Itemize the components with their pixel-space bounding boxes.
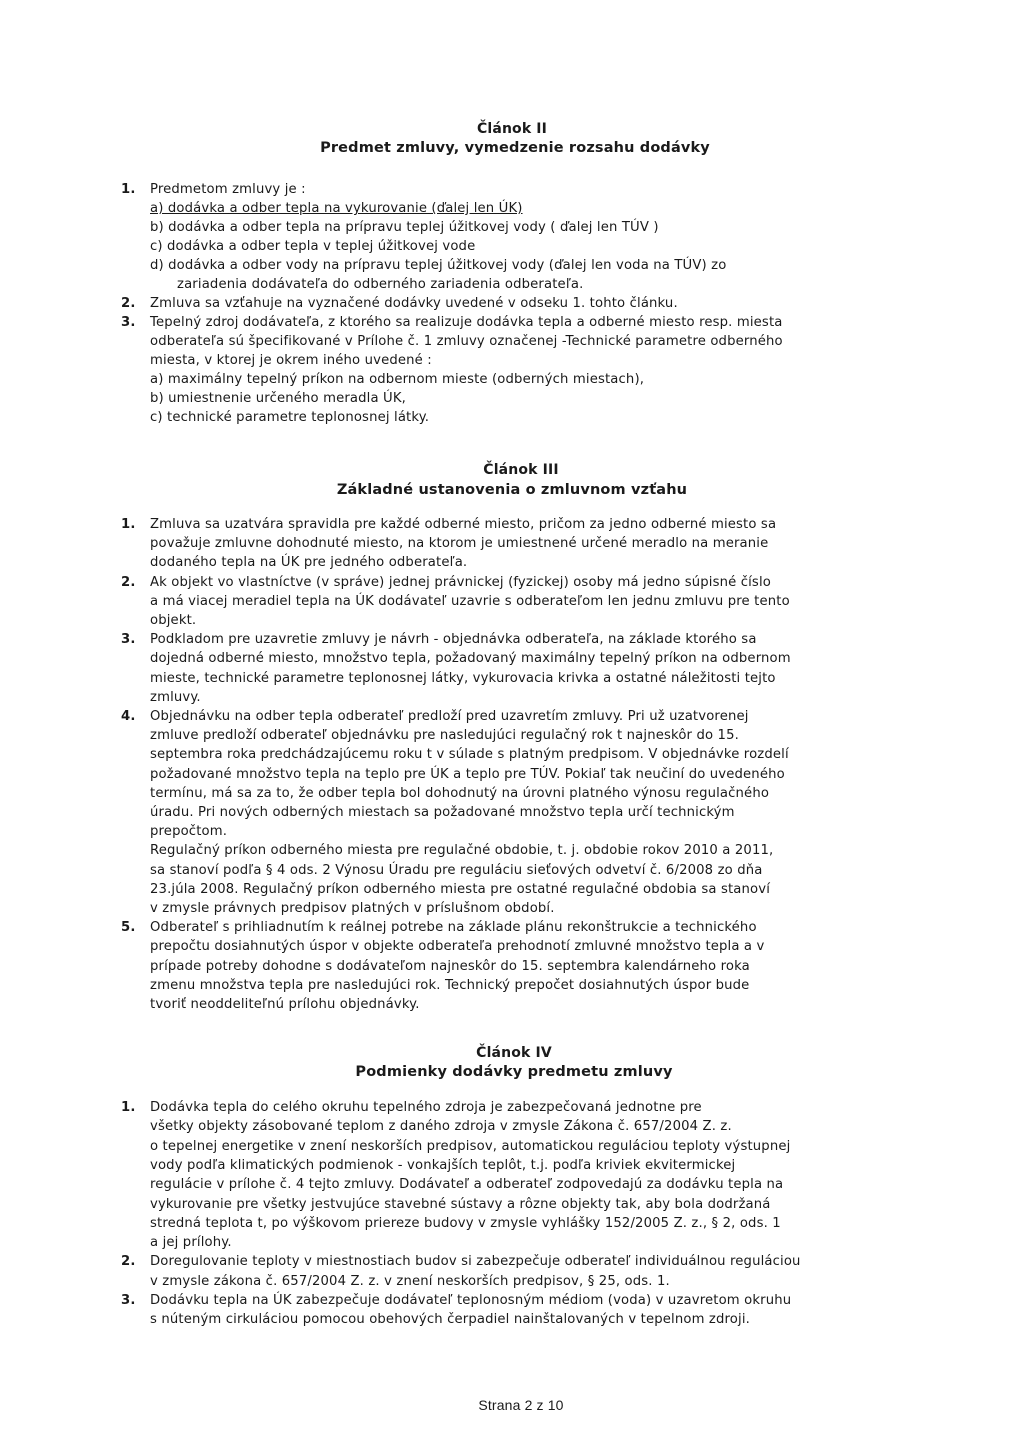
article-2-title: Článok II bbox=[476, 121, 548, 137]
paragraph-line: Tepelný zdroj dodávateľa, z ktorého sa realizuje dodávka tepla a odberné miesto resp. miesta bbox=[150, 315, 783, 330]
paragraph-line: Dodávku tepla na ÚK zabezpečuje dodávateľ teplonosným médiom (voda) v uzavretom okruhu bbox=[150, 1293, 792, 1308]
article-2-subtitle: Predmet zmluvy, vymedzenie rozsahu dodávky bbox=[320, 140, 710, 156]
article-3-title: Článok III bbox=[483, 462, 559, 478]
list-item bbox=[150, 201, 523, 216]
article-3-subtitle: Základné ustanovenia o zmluvnom vzťahu bbox=[336, 482, 688, 498]
paragraph-line: Predmetom zmluvy je : bbox=[150, 182, 306, 197]
paragraph-line: prepočtom. bbox=[150, 824, 228, 840]
list-item-continuation: zariadenia dodávateľa do odberného zariadenia odberateľa. bbox=[177, 277, 584, 292]
paragraph-line: v zmysle zákona č. 657/2004 Z. z. v znení neskorších predpisov, § 25, ods. 1. bbox=[150, 1273, 670, 1289]
list-item: b) dodávka a odber tepla na prípravu teplej úžitkovej vody ( ďalej len TÚV ) bbox=[150, 220, 659, 235]
paragraph-line: Odberateľ s prihliadnutím k reálnej potrebe na základe plánu rekonštrukcie a technického bbox=[150, 920, 757, 936]
item-number: 2. bbox=[121, 296, 136, 311]
list-item: d) dodávka a odber vody na prípravu teplej úžitkovej vody (ďalej len voda na TÚV) zo bbox=[150, 258, 727, 273]
paragraph-line: septembra roka predchádzajúcemu roku t v súlade s platným predpisom. V objednávke rozdelí bbox=[150, 747, 789, 763]
item-number: 1. bbox=[121, 182, 136, 197]
article-4-subtitle: Podmienky dodávky predmetu zmluvy bbox=[355, 1064, 673, 1080]
paragraph-line: tvoriť neoddeliteľnú prílohu objednávky. bbox=[150, 997, 420, 1012]
item-number: 3. bbox=[121, 1293, 136, 1308]
paragraph-line: Regulačný príkon odberného miesta pre regulačné obdobie, t. j. obdobie rokov 2010 a 2011, bbox=[150, 843, 774, 859]
paragraph-line: Ak objekt vo vlastníctve (v správe) jednej právnickej (fyzickej) osoby má jedno súpisné číslo bbox=[150, 574, 771, 590]
item-number: 2. bbox=[121, 1254, 136, 1270]
paragraph-line: odberateľa sú špecifikované v Prílohe č. 1 zmluvy označenej -Technické parametre odberného bbox=[150, 334, 783, 349]
paragraph-line: vody podľa klimatických podmienok - vonkajších teplôt, t.j. podľa kriviek ekvitermickej bbox=[150, 1157, 736, 1173]
paragraph-line: zmluve predloží odberateľ objednávku pre nasledujúci regulačný rok t najneskôr do 15. bbox=[150, 728, 739, 744]
paragraph-line: úradu. Pri nových odberných miestach sa požadované množstvo tepla určí technickým bbox=[150, 805, 735, 820]
paragraph-line: Objednávku na odber tepla odberateľ predloží pred uzavretím zmluvy. Pri už uzatvorenej bbox=[150, 709, 749, 724]
paragraph-line: v zmysle právnych predpisov platných v príslušnom období. bbox=[150, 901, 555, 916]
paragraph-line: 23.júla 2008. Regulačný príkon odberného miesta pre ostatné regulačné obdobia sa stanoví bbox=[150, 881, 771, 897]
article-4-title: Článok IV bbox=[476, 1045, 552, 1061]
paragraph-line: zmluvy. bbox=[150, 689, 201, 705]
paragraph-line: Zmluva sa vzťahuje na vyznačené dodávky uvedené v odseku 1. tohto článku. bbox=[150, 296, 678, 311]
paragraph-line: považuje zmluvne dohodnuté miesto, na ktorom je umiestnené určené meradlo na meranie bbox=[150, 536, 769, 552]
paragraph-line: prepočtu dosiahnutých úspor v objekte odberateľa prehodnotí zmluvné množstvo tepla a v bbox=[150, 939, 765, 955]
paragraph-line: vykurovanie pre všetky jestvujúce stavebné sústavy a rôzne objekty tak, aby bola dodržaná bbox=[150, 1196, 771, 1212]
page-footer: Strana 2 z 10 bbox=[478, 1397, 564, 1413]
paragraph-line: a má viacej meradiel tepla na ÚK dodávateľ uzavrie s odberateľom len jednu zmluvu pre tento bbox=[150, 593, 790, 609]
paragraph-line: o tepelnej energetike v znení neskorších predpisov, automatickou reguláciou teploty výstupnej bbox=[150, 1138, 791, 1154]
paragraph-line: stredná teplota t, po výškovom priereze budovy v zmysle vyhlášky 152/2005 Z. z., § 2, ods. 1 bbox=[150, 1215, 781, 1231]
paragraph-line: prípade potreby dohodne s dodávateľom najneskôr do 15. septembra kalendárneho roka bbox=[150, 958, 750, 974]
item-number: 3. bbox=[121, 632, 136, 648]
paragraph-line: s núteným cirkuláciou pomocou obehových čerpadiel nainštalovaných v tepelnom zdroji. bbox=[150, 1312, 750, 1328]
paragraph-line: termínu, má sa za to, že odber tepla bol dohodnutý na úrovni platného výnosu regulačného bbox=[150, 785, 770, 801]
item-number: 2. bbox=[121, 574, 136, 590]
paragraph-line: mieste, technické parametre teplonosnej látky, vykurovacia krivka a ostatné náležitosti tejto bbox=[150, 670, 776, 686]
paragraph-line: Dodávka tepla do celého okruhu tepelného zdroja je zabezpečovaná jednotne pre bbox=[150, 1100, 702, 1115]
paragraph-line: regulácie v prílohe č. 4 tejto zmluvy. Dodávateľ a odberateľ zodpovedajú za dodávku tepla na bbox=[150, 1177, 784, 1193]
item-number: 1. bbox=[121, 517, 136, 532]
paragraph-line: všetky objekty zásobované teplom z daného zdroja v zmysle Zákona č. 657/2004 Z. z. bbox=[150, 1119, 732, 1135]
paragraph-line: dodaného tepla na ÚK pre jedného odberateľa. bbox=[150, 555, 468, 571]
item-number: 1. bbox=[121, 1100, 136, 1115]
list-item-text: a) dodávka a odber tepla na vykurovanie (ďalej len ÚK) bbox=[150, 201, 523, 216]
paragraph-line: Doregulovanie teploty v miestnostiach budov si zabezpečuje odberateľ individuálnou reguláciou bbox=[150, 1254, 801, 1270]
list-item: c) dodávka a odber tepla v teplej úžitkovej vode bbox=[150, 239, 476, 254]
list-item: c) technické parametre teplonosnej látky. bbox=[150, 410, 430, 425]
paragraph-line: miesta, v ktorej je okrem iného uvedené : bbox=[150, 353, 432, 368]
paragraph-line: Zmluva sa uzatvára spravidla pre každé odberné miesto, pričom za jedno odberné miesto sa bbox=[150, 517, 777, 532]
list-item: a) maximálny tepelný príkon na odbernom mieste (odberných miestach), bbox=[150, 372, 645, 387]
item-number: 5. bbox=[121, 920, 136, 936]
paragraph-line: objekt. bbox=[150, 613, 197, 628]
paragraph-line: a jej prílohy. bbox=[150, 1235, 232, 1251]
item-number: 3. bbox=[121, 315, 136, 330]
paragraph-line: dojedná odberné miesto, množstvo tepla, požadovaný maximálny tepelný príkon na odbernom bbox=[150, 651, 791, 667]
paragraph-line: sa stanoví podľa § 4 ods. 2 Výnosu Úradu pre reguláciu sieťových odvetví č. 6/2008 zo dňa bbox=[150, 862, 763, 878]
paragraph-line: požadované množstvo tepla na teplo pre ÚK a teplo pre TÚV. Pokiaľ tak neučiní do uvedeného bbox=[150, 766, 785, 782]
list-item: b) umiestnenie určeného meradla ÚK, bbox=[150, 391, 406, 406]
paragraph-line: zmenu množstva tepla pre nasledujúci rok. Technický prepočet dosiahnutých úspor bude bbox=[150, 977, 750, 993]
item-number: 4. bbox=[121, 709, 136, 724]
paragraph-line: Podkladom pre uzavretie zmluvy je návrh - objednávka odberateľa, na základe ktorého sa bbox=[150, 632, 757, 648]
